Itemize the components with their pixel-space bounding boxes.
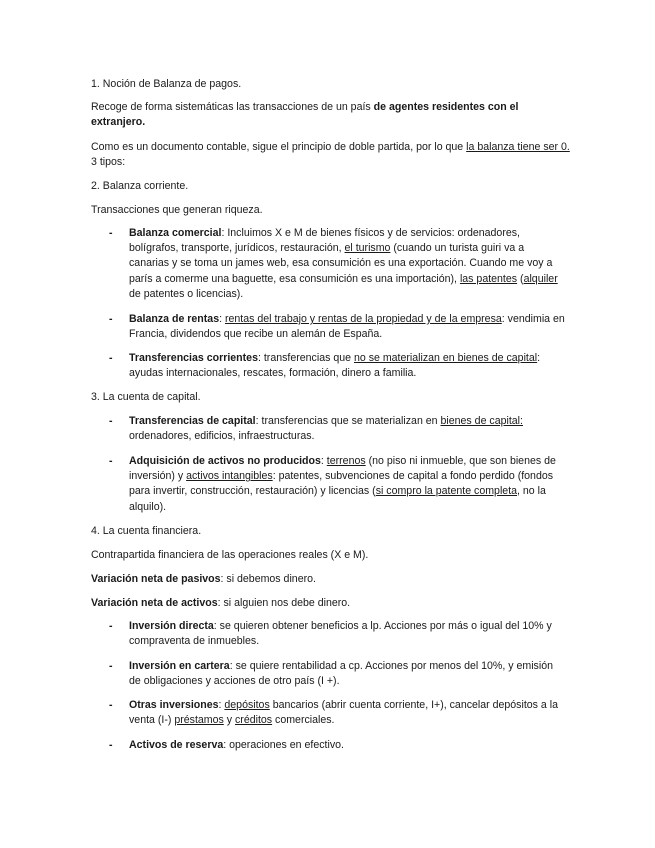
bullet-dash: - bbox=[109, 699, 113, 711]
bullet-dash: - bbox=[109, 660, 113, 672]
bullet-dash: - bbox=[109, 352, 113, 364]
list-item-activos-reserva: Activos de reserva: operaciones en efectivo. bbox=[129, 739, 344, 751]
bullet-dash: - bbox=[109, 620, 113, 632]
bullet-dash: - bbox=[109, 227, 113, 239]
section-2-heading: 2. Balanza corriente. bbox=[91, 180, 189, 192]
section-1-heading: 1. Noción de Balanza de pagos. bbox=[91, 78, 242, 90]
section-3-heading: 3. La cuenta de capital. bbox=[91, 391, 201, 403]
bullet-dash: - bbox=[109, 313, 113, 325]
list-item-inversion-cartera: Inversión en cartera: se quiere rentabilidad a cp. Acciones por menos del 10%, y emisión de obligaciones y acciones de otro país (I +). bbox=[129, 660, 553, 688]
variacion-activos: Variación neta de activos: si alguien nos debe dinero. bbox=[91, 597, 351, 609]
section-4-intro: Contrapartida financiera de las operaciones reales (X e M). bbox=[91, 549, 369, 561]
bullet-dash: - bbox=[109, 455, 113, 467]
section-4-heading: 4. La cuenta financiera. bbox=[91, 525, 202, 537]
list-item-otras-inversiones: Otras inversiones: depósitos bancarios (abrir cuenta corriente, I+), cancelar depósitos a la venta (I-) préstamos y créditos comerciales. bbox=[129, 699, 558, 727]
section-1-paragraph: Como es un documento contable, sigue el principio de doble partida, por lo que la balanza tiene ser 0. 3 tipos: bbox=[91, 141, 570, 169]
section-2-intro: Transacciones que generan riqueza. bbox=[91, 204, 263, 216]
list-item-inversion-directa: Inversión directa: se quieren obtener beneficios a lp. Acciones por más o igual del 10% y compraventa de inmuebles. bbox=[129, 620, 552, 648]
section-1-definition: Recoge de forma sistemáticas las transacciones de un país de agentes residentes con el extranjero. bbox=[91, 101, 519, 129]
variacion-pasivos: Variación neta de pasivos: si debemos dinero. bbox=[91, 573, 316, 585]
bullet-dash: - bbox=[109, 739, 113, 751]
list-item-transferencias-capital: Transferencias de capital: transferencias que se materializan en bienes de capital: ordenadores, edificios, infraestructuras. bbox=[129, 415, 523, 443]
list-item-transferencias-corrientes: Transferencias corrientes: transferencias que no se materializan en bienes de capital: ayudas internacionales, rescates, formación, dinero a familia. bbox=[129, 352, 541, 380]
list-item-balanza-rentas: Balanza de rentas: rentas del trabajo y rentas de la propiedad y de la empresa: vendimia en Francia, dividendos que recibe un alemán de España. bbox=[129, 313, 565, 341]
bullet-dash: - bbox=[109, 415, 113, 427]
list-item-activos-no-producidos: Adquisición de activos no producidos: terrenos (no piso ni inmueble, que son bienes de inversión) y activos intangibles: patentes, subvenciones de capital a fondo perdido (fondos para invertir, construcción, restauración) y licencias (si compro la patente completa, no la alquilo). bbox=[129, 455, 556, 513]
list-item-balanza-comercial: Balanza comercial: Incluimos X e M de bienes físicos y de servicios: ordenadores, bolígrafos, transporte, jurídicos, restauración, el turismo (cuando un turista guiri va a canarias y se toma un james web, esa consumición es una exportación. Cuando me voy a parís a comerme una baguette, esa consumición es una importación), las patentes (alquiler de patentes o licencias). bbox=[129, 227, 558, 300]
